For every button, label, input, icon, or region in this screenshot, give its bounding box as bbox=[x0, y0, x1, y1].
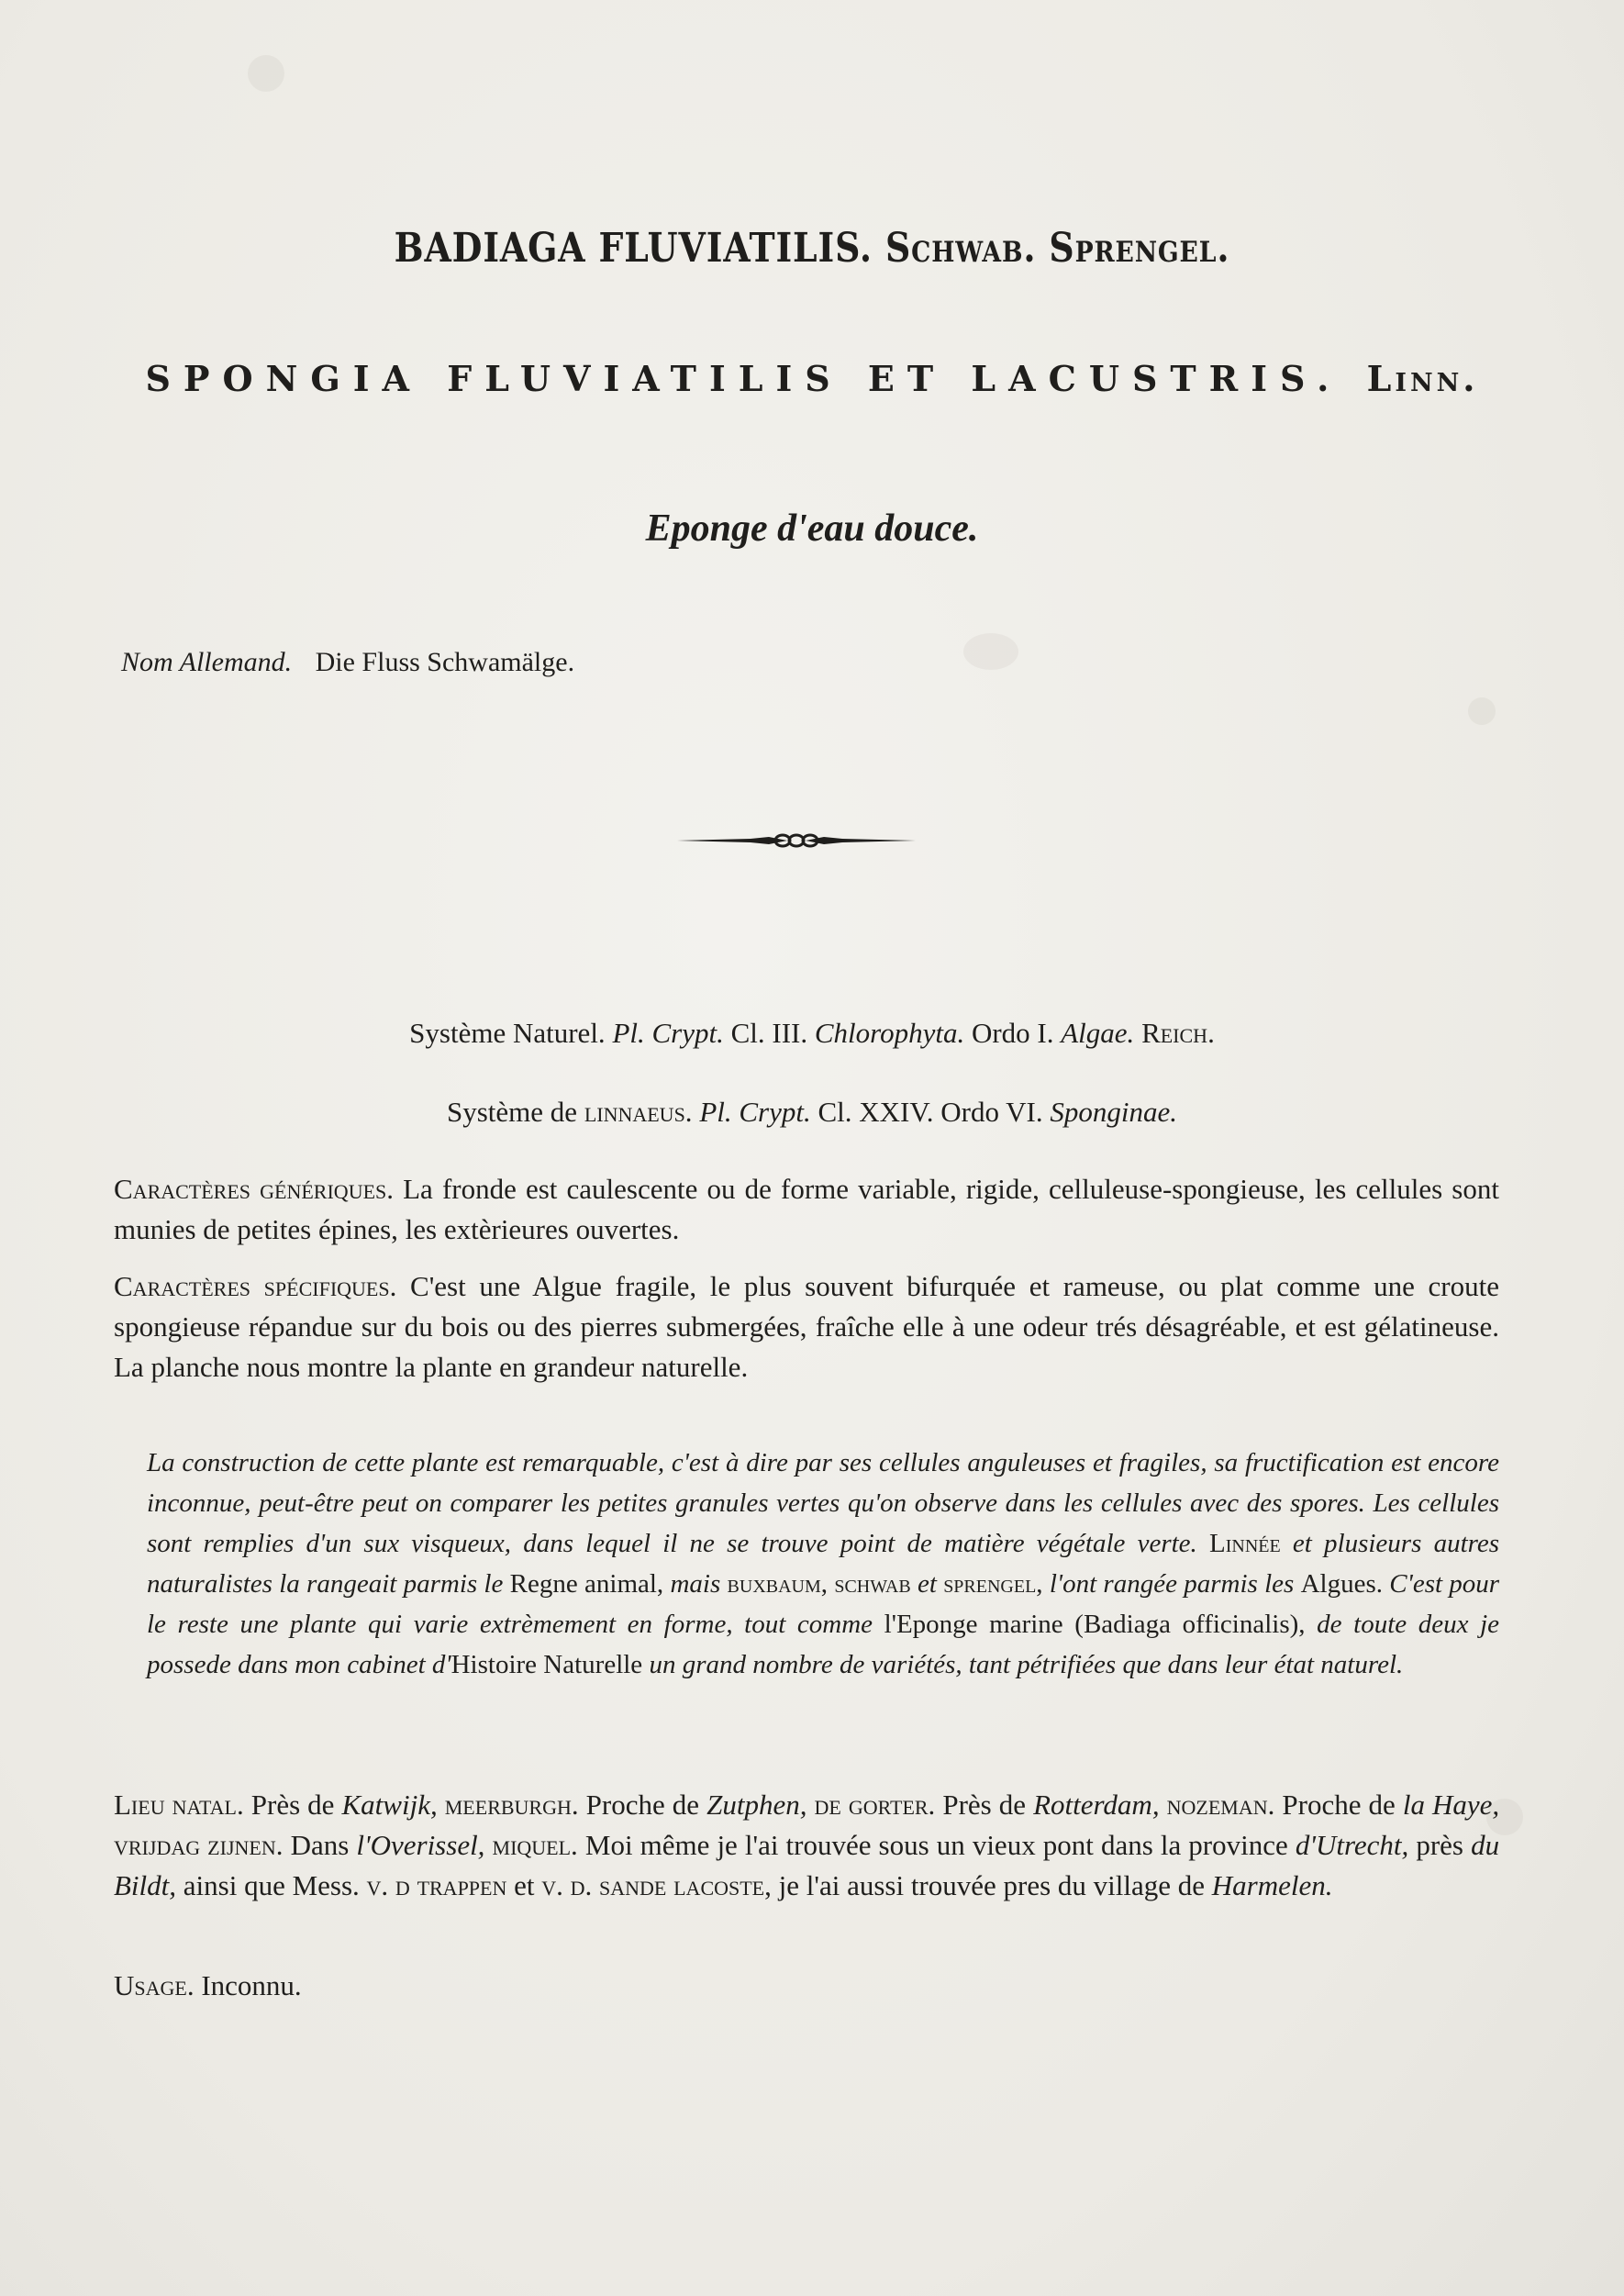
note-text: un grand nombre de variétés, tant pétrifiées que dans leur état naturel. bbox=[649, 1650, 1404, 1679]
remarks-paragraph bbox=[147, 1443, 1499, 1685]
note-buxbaum: buxbaum, bbox=[727, 1569, 829, 1599]
lieu-text: ainsi que Mess. bbox=[183, 1869, 360, 1901]
sys-linn-sponginae: Sponginae. bbox=[1050, 1096, 1177, 1128]
sys-naturel-label: Système Naturel. bbox=[409, 1017, 606, 1049]
title-synonym bbox=[0, 358, 1624, 399]
lieu-place: Zutphen, bbox=[706, 1789, 807, 1821]
note-text: mais bbox=[670, 1569, 721, 1599]
note-text: et plusieurs autres naturalistes la rangeait parmis le bbox=[147, 1529, 1499, 1599]
german-name bbox=[121, 647, 574, 678]
caracteres-generiques bbox=[114, 1169, 1499, 1250]
lieu-text: Près de bbox=[250, 1789, 335, 1821]
lieu-place: du Bildt, bbox=[114, 1829, 1500, 1901]
note-histoire: Histoire Naturelle bbox=[450, 1650, 643, 1679]
sys-naturel-chlorophyta: Chlorophyta. bbox=[814, 1017, 965, 1049]
usage-label: Usage. bbox=[114, 1969, 195, 2001]
note-sprengel: sprengel, bbox=[943, 1569, 1043, 1599]
title-synonym-name: SPONGIA FLUVIATILIS ET LACUSTRIS. bbox=[145, 358, 1342, 399]
usage-text: Inconnu. bbox=[201, 1969, 302, 2001]
sys-naturel-plcrypt: Pl. Crypt. bbox=[612, 1017, 724, 1049]
caracteres-generiques-label: Caractères génériques. bbox=[114, 1173, 394, 1205]
sys-linn-plcrypt: Pl. Crypt. bbox=[699, 1096, 811, 1128]
foxing-spot bbox=[248, 55, 284, 92]
sys-linn-label: Système de bbox=[447, 1096, 578, 1128]
lieu-text: Proche de bbox=[585, 1789, 700, 1821]
lieu-collector: v. d. sande lacoste, bbox=[541, 1869, 772, 1901]
lieu-place: Rotterdam, bbox=[1033, 1789, 1160, 1821]
ornament-divider-icon bbox=[677, 830, 916, 852]
lieu-collector: v. d trappen bbox=[366, 1869, 507, 1901]
german-name-value: Die Fluss Schwamälge. bbox=[315, 647, 575, 677]
lieu-collector: vrijdag zijnen. bbox=[114, 1829, 284, 1861]
sys-naturel-algae: Algae. bbox=[1061, 1017, 1135, 1049]
german-name-label: Nom Allemand. bbox=[121, 647, 293, 677]
title-genus bbox=[114, 225, 1510, 272]
note-regne: Regne animal, bbox=[509, 1569, 664, 1599]
note-eponge: l'Eponge marine (Badiaga officinalis), bbox=[884, 1610, 1306, 1639]
lieu-collector: de gorter. bbox=[814, 1789, 936, 1821]
lieu-collector: nozeman. bbox=[1166, 1789, 1275, 1821]
note-schwab: schwab bbox=[834, 1569, 911, 1599]
caracteres-specifiques bbox=[114, 1266, 1499, 1388]
title-synonym-author: Linn. bbox=[1366, 358, 1479, 399]
systeme-naturel-line bbox=[0, 1017, 1624, 1050]
note-text: et bbox=[917, 1569, 937, 1599]
lieu-place: l'Overissel, bbox=[356, 1829, 485, 1861]
lieu-place: d'Utrecht, bbox=[1295, 1829, 1409, 1861]
lieu-text: près bbox=[1416, 1829, 1463, 1861]
note-algues: Algues. bbox=[1300, 1569, 1383, 1599]
sys-naturel-reich: Reich. bbox=[1141, 1017, 1215, 1049]
sys-naturel-ordo: Ordo I. bbox=[971, 1017, 1054, 1049]
note-text: La construction de cette plante est remarquable, c'est à dire par ses cellules anguleuses et fragiles, sa fructification est encore inconnue, peut-être peut on comparer les petites granules vertes qu'on observe dans les cellules avec des spores. Les cellules sont remplies d'un sux visqueux, dans lequel il ne se trouve point de matière végétale verte. bbox=[147, 1448, 1499, 1558]
usage bbox=[114, 1966, 1499, 2006]
caracteres-specifiques-label: Caractères spécifiques. bbox=[114, 1270, 397, 1302]
title-common-name: Eponge d'eau douce. bbox=[645, 507, 979, 550]
foxing-spot bbox=[1468, 697, 1496, 725]
sys-linn-name: linnaeus. bbox=[584, 1096, 693, 1128]
lieu-place: Katwijk, bbox=[341, 1789, 438, 1821]
lieu-collector: meerburgh. bbox=[444, 1789, 579, 1821]
title-genus-name: BADIAGA FLUVIATILIS. bbox=[394, 225, 873, 272]
title-genus-author: Schwab. Sprengel. bbox=[884, 225, 1230, 272]
note-text: l'ont rangée parmis les bbox=[1049, 1569, 1295, 1599]
sys-linn-class: Cl. XXIV. Ordo VI. bbox=[818, 1096, 1043, 1128]
caracteres-specifiques-text: C'est une Algue fragile, le plus souvent bifurquée et rameuse, ou plat comme une croute spongieuse répandue sur du bois ou des pierres submergées, fraîche elle à une odeur trés désagréable, et est gélatineuse. La planche nous montre la plante en grandeur naturelle. bbox=[114, 1270, 1499, 1383]
lieu-place: la Haye, bbox=[1402, 1789, 1500, 1821]
lieu-text: Proche de bbox=[1282, 1789, 1396, 1821]
lieu-text: je l'ai aussi trouvée pres du village de bbox=[778, 1869, 1206, 1901]
note-text: de toute deux je possede dans mon cabinet d' bbox=[147, 1610, 1500, 1679]
lieu-text: Près de bbox=[942, 1789, 1027, 1821]
foxing-spot bbox=[963, 633, 1018, 670]
caracteres-generiques-text: La fronde est caulescente ou de forme variable, rigide, celluleuse-spongieuse, les cellules sont munies de petites épines, les extèrieures ouvertes. bbox=[114, 1173, 1499, 1245]
lieu-collector: miquel. bbox=[492, 1829, 578, 1861]
lieu-text: Moi même je l'ai trouvée sous un vieux pont dans la province bbox=[584, 1829, 1288, 1861]
lieu-text: Dans bbox=[290, 1829, 350, 1861]
note-text: C'est pour le reste une plante qui varie extrèmement en forme, tout comme bbox=[147, 1569, 1500, 1639]
lieu-natal bbox=[114, 1785, 1499, 1906]
note-linnee: Linnée bbox=[1209, 1529, 1281, 1558]
systeme-linnaeus-line bbox=[0, 1096, 1624, 1129]
lieu-natal-label: Lieu natal. bbox=[114, 1789, 244, 1821]
sys-naturel-class: Cl. III. bbox=[730, 1017, 808, 1049]
lieu-text: et bbox=[514, 1869, 535, 1901]
lieu-place: Harmelen. bbox=[1211, 1869, 1333, 1901]
